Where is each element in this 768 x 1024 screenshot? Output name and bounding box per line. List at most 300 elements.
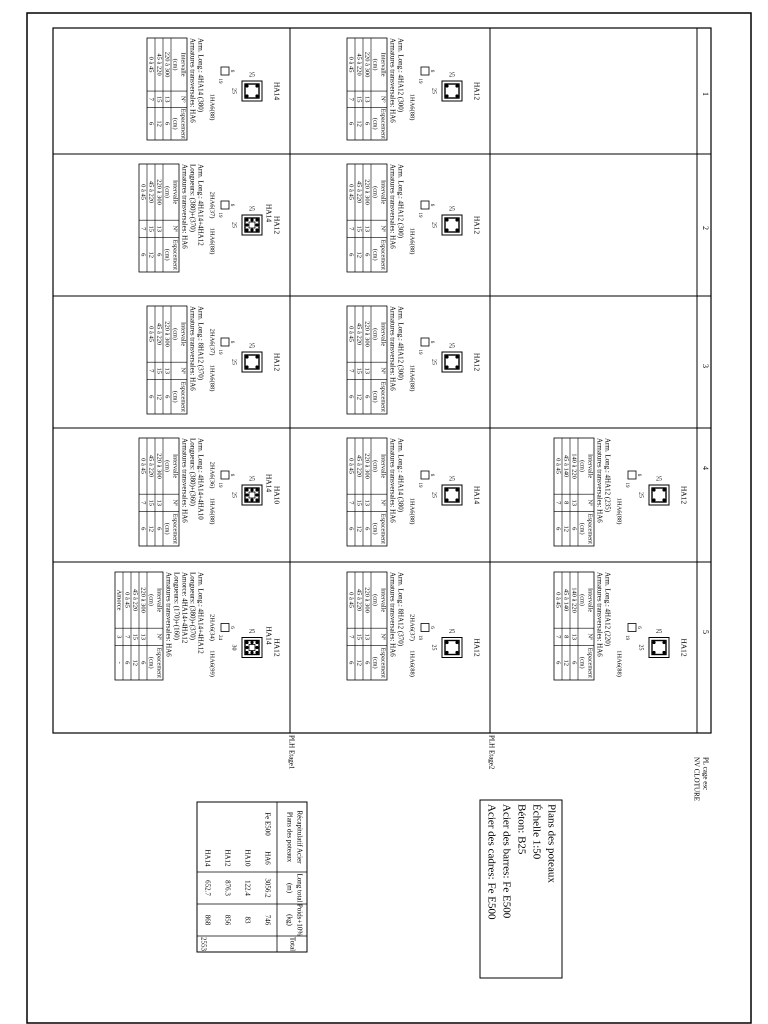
- dimension-label: 25: [656, 628, 662, 635]
- stirrup-dimension: 19: [416, 635, 422, 640]
- rebar: [255, 365, 258, 368]
- stirrup-dimension: 24: [216, 635, 222, 640]
- table-header: Intervalle: [379, 588, 387, 613]
- hook-dimension: 6: [428, 69, 434, 73]
- stirrup-symbol: [221, 67, 229, 75]
- table-header: Nº: [379, 225, 387, 233]
- bar-label: HA12: [679, 638, 689, 657]
- hook-dimension: 6: [228, 626, 234, 629]
- summary-header: Long total: [295, 873, 304, 903]
- column-number: 5: [701, 630, 711, 634]
- summary-weight: 83: [243, 916, 252, 924]
- column-cell: [347, 38, 481, 140]
- table-cell: 6: [570, 661, 578, 665]
- longitudinal-rebar-label: Arm. Long.: 4HA12 (300): [396, 306, 405, 381]
- dimension-label: 25: [430, 359, 437, 365]
- table-cell: 15: [355, 499, 363, 507]
- table-cell: 6: [347, 661, 355, 665]
- lengths-label: Longueurs: (380)+(370): [188, 164, 197, 232]
- rebar: [652, 498, 655, 501]
- hook-dimension: 6: [635, 473, 641, 477]
- rebar: [455, 228, 458, 231]
- spacing-table: [554, 572, 594, 680]
- table-header: Intervalle: [379, 52, 387, 77]
- transverse-label: 1HA6(88): [408, 650, 416, 677]
- stirrup-symbol: [421, 201, 429, 209]
- column-cell: [139, 164, 281, 272]
- table-cell: 12: [355, 659, 363, 666]
- table-header: Intervalle: [586, 454, 594, 479]
- column-cell: [147, 306, 281, 414]
- table-cell: 7: [554, 501, 562, 505]
- summary-length: 3056.2: [263, 878, 272, 898]
- table-cell: -: [115, 661, 123, 664]
- dimension-label: 25: [249, 628, 255, 635]
- transverse-label: 1HA6(88): [408, 364, 416, 392]
- table-cell: 45 à 220: [155, 53, 163, 76]
- table-header: Intervalle: [171, 180, 179, 205]
- table-cell: 7: [347, 369, 355, 373]
- summary-header: Récapitulatif Acier: [295, 810, 304, 864]
- spacing-table: [347, 38, 387, 140]
- table-header: Espacement: [379, 647, 387, 678]
- table-cell: 15: [155, 95, 163, 103]
- longitudinal-rebar-label: Arm. Long.: 4HA14+4HA12: [196, 164, 205, 246]
- hook-dimension: 6: [428, 473, 434, 477]
- table-header: Espacement: [379, 108, 387, 139]
- inner-stirrup: [249, 645, 255, 651]
- stirrup-symbol: [221, 624, 229, 632]
- table-cell: 7: [347, 97, 355, 101]
- table-cell: 7: [554, 635, 562, 639]
- longitudinal-rebar-label: Arm. Long.: 4HA12 (300): [396, 164, 405, 239]
- stirrup-dimension: 19: [416, 212, 422, 218]
- rebar: [255, 94, 258, 97]
- table-header: Nº: [379, 367, 387, 375]
- table-cell: 220 à 300: [163, 51, 171, 78]
- stirrup-dimension: 19: [216, 212, 222, 218]
- rebar: [255, 493, 258, 496]
- table-cell: 13: [155, 225, 163, 233]
- bar-label: HA12: [472, 352, 482, 372]
- rebar: [255, 498, 258, 501]
- rebar: [250, 218, 253, 221]
- transverse-rebar-label: Armatures transversales: HA6: [388, 164, 397, 249]
- summary-subheader: (m): [285, 882, 294, 894]
- stirrup-symbol: [421, 338, 429, 346]
- rebar: [250, 488, 253, 491]
- table-cell: 6: [347, 395, 355, 399]
- steel-summary-table: [197, 802, 307, 952]
- summary-length: 122.4: [243, 880, 252, 896]
- column-cells: [115, 38, 688, 680]
- table-cell: 12: [131, 659, 139, 666]
- hook-dimension: 6: [428, 203, 434, 207]
- dimension-label: 25: [449, 72, 455, 79]
- table-cell: 6: [155, 253, 163, 257]
- table-cell: 15: [147, 499, 155, 507]
- rebar: [245, 218, 248, 221]
- table-cell: 13: [163, 95, 171, 103]
- table-cell: 45 à 220: [355, 322, 363, 346]
- summary-total: 2553: [199, 937, 208, 951]
- table-cell: 13: [363, 367, 371, 375]
- column-cell: [347, 164, 481, 272]
- rebar: [445, 365, 448, 368]
- table-cell: 45 à 220: [355, 454, 363, 478]
- table-header: Intervalle: [379, 322, 387, 347]
- rebar: [245, 365, 248, 368]
- rebar: [250, 228, 253, 231]
- table-cell: 12: [155, 393, 163, 400]
- table-header: Espacement: [379, 513, 387, 544]
- hook-dimension: 6: [228, 203, 234, 207]
- transverse-rebar-label: Armatures transversales: HA6: [180, 438, 189, 523]
- summary-weight: 856: [223, 914, 232, 926]
- table-header: Nº: [586, 633, 594, 641]
- table-cell: 6: [139, 661, 147, 665]
- table-cell: 6: [155, 527, 163, 531]
- transverse-rebar-label: Armatures transversales: HA6: [188, 306, 197, 391]
- table-cell: 0 à 45: [139, 184, 147, 201]
- rebar: [255, 355, 258, 358]
- rebar: [445, 651, 448, 654]
- table-cell: 7: [139, 501, 147, 505]
- dimension-label: 25: [637, 644, 644, 651]
- column-cell: [554, 438, 688, 546]
- table-cell: 45 à 220: [355, 588, 363, 612]
- rebar: [455, 94, 458, 97]
- table-cell: 6: [163, 395, 171, 399]
- spacing-table: [147, 38, 187, 140]
- table-cell: 8: [562, 635, 570, 639]
- table-cell: 45 à 140: [562, 454, 570, 478]
- stirrup-symbol: [628, 624, 636, 632]
- table-cell: 15: [355, 95, 363, 103]
- transverse-rebar-label: Armatures transversales: HA6: [388, 38, 397, 123]
- rebar: [455, 84, 458, 87]
- transverse-label: 1HA6(88): [408, 93, 416, 121]
- table-unit: (cm): [371, 117, 379, 130]
- table-cell: 15: [147, 225, 155, 233]
- spacing-table: [554, 438, 594, 546]
- table-cell: 12: [562, 659, 570, 666]
- dimension-label: 25: [430, 88, 437, 94]
- dimension-label: 25: [430, 222, 437, 228]
- table-cell: 0 à 45: [347, 56, 355, 73]
- dimension-label: 25: [230, 88, 237, 94]
- table-cell: 7: [347, 635, 355, 639]
- table-header: Intervalle: [179, 52, 187, 77]
- transverse-rebar-label: Armatures transversales: HA6: [188, 38, 197, 123]
- inner-stirrup: [249, 222, 255, 228]
- transverse-rebar-label: Armatures transversales: HA6: [164, 572, 173, 657]
- dimension-label: 25: [249, 476, 255, 483]
- table-cell: 0 à 45: [347, 326, 355, 343]
- rebar: [255, 218, 258, 221]
- table-cell: 13: [139, 633, 147, 641]
- table-cell: 45 à 220: [355, 53, 363, 76]
- stirrup-dimension: 19: [216, 78, 222, 84]
- spacing-table: [115, 572, 163, 680]
- table-cell: 220 à 300: [363, 587, 371, 613]
- transverse-rebar-label: Armatures transversales: HA6: [388, 438, 397, 523]
- rebar: [255, 228, 258, 231]
- table-unit: (cm): [371, 594, 379, 607]
- table-cell: 0 à 45: [123, 592, 131, 609]
- column-cell: [147, 38, 281, 140]
- dimension-label: 30: [230, 644, 237, 651]
- table-unit: (cm): [371, 186, 379, 199]
- table-cell: 3: [115, 635, 123, 639]
- table-unit: (cm): [371, 656, 379, 669]
- dimension-label: 25: [449, 206, 455, 213]
- summary-subheader: Plans des poteaux: [285, 811, 294, 863]
- table-header: Intervalle: [171, 454, 179, 479]
- spacing-table: [147, 306, 187, 414]
- lengths-label: Longueurs: (380)+(360): [188, 438, 197, 506]
- rebar: [255, 641, 258, 644]
- table-cell: 140 à 220: [570, 587, 578, 613]
- table-cell: 0 à 45: [347, 592, 355, 609]
- bar-label: HA12: [472, 215, 482, 235]
- table-cell: 6: [347, 527, 355, 531]
- hook-dimension: 6: [228, 340, 234, 344]
- rebar: [445, 498, 448, 501]
- table-cell: 13: [363, 633, 371, 641]
- longitudinal-rebar-label: Arm. Long.: 8HA12 (370): [396, 572, 405, 647]
- rebar: [245, 94, 248, 97]
- rebar: [255, 651, 258, 654]
- longitudinal-rebar-label: Arm. Long.: 4HA12 (300): [396, 38, 405, 113]
- transverse-label: 2HA6(36): [208, 461, 216, 489]
- bar-label: HA14: [264, 203, 274, 223]
- rebar: [445, 355, 448, 358]
- column-number: 3: [701, 364, 711, 368]
- rebar: [255, 488, 258, 491]
- table-unit: (cm): [578, 594, 586, 607]
- rebar: [445, 488, 448, 491]
- table-cell: 13: [363, 499, 371, 507]
- table-cell: 6: [570, 527, 578, 531]
- table-cell: 12: [355, 251, 363, 258]
- table-unit: (cm): [163, 248, 171, 261]
- starter-bars-label: Amorce: 4HA14+4HA12: [180, 572, 189, 644]
- title-block: [480, 800, 562, 978]
- table-header: Intervalle: [155, 588, 163, 613]
- column-cell: [115, 572, 281, 680]
- table-cell: 6: [139, 253, 147, 257]
- stirrup-symbol: [421, 471, 429, 479]
- table-cell: 220 à 300: [163, 321, 171, 347]
- dimension-label: 25: [656, 476, 662, 483]
- table-header: Espacement: [379, 381, 387, 412]
- rebar: [445, 84, 448, 87]
- longitudinal-rebar-label: Arm. Long.: 4HA14+4HA12: [196, 572, 205, 654]
- longitudinal-rebar-label: Arm. Long.: 4HA12 (220): [603, 572, 612, 647]
- column-cell: [139, 438, 281, 546]
- rebar: [250, 498, 253, 501]
- table-cell: 6: [363, 661, 371, 665]
- column-cell: [554, 572, 688, 680]
- table-header: Espacement: [379, 239, 387, 270]
- table-cell: 8: [562, 501, 570, 505]
- table-cell: 0 à 45: [554, 458, 562, 475]
- rebar: [255, 223, 258, 226]
- rebar: [445, 641, 448, 644]
- stirrup-dimension: 19: [216, 349, 222, 355]
- table-cell: 7: [147, 369, 155, 373]
- rebar: [455, 641, 458, 644]
- transverse-rebar-label: Armatures transversales: HA6: [388, 306, 397, 391]
- table-cell: 0 à 45: [554, 592, 562, 609]
- bar-label: HA12: [272, 352, 282, 372]
- table-cell: 13: [570, 633, 578, 641]
- dimension-label: 25: [230, 222, 237, 228]
- transverse-label: 1HA6(88): [408, 227, 416, 255]
- row-label: PL cage esc: [701, 757, 710, 791]
- column-number: 4: [701, 466, 711, 470]
- dimension-label: 25: [230, 492, 237, 498]
- dimension-label: 25: [449, 628, 455, 635]
- transverse-label: 1HA6(88): [615, 497, 623, 525]
- stirrup-dimension: 19: [623, 482, 629, 488]
- table-header: Nº: [171, 499, 179, 507]
- table-header: Nº: [379, 633, 387, 641]
- table-cell: 6: [147, 395, 155, 399]
- table-cell: 6: [123, 661, 131, 665]
- transverse-label: 1HA6(88): [208, 497, 216, 525]
- rebar: [245, 646, 248, 649]
- rebar: [445, 94, 448, 97]
- column-number: 1: [701, 92, 711, 96]
- table-header: Espacement: [179, 381, 187, 412]
- rebar: [662, 498, 665, 501]
- transverse-label: 1HA6(88): [208, 364, 216, 392]
- bar-label: HA14: [272, 81, 282, 101]
- bar-label: HA12: [272, 215, 282, 235]
- table-cell: 6: [147, 122, 155, 126]
- title-line: Échelle 1:50: [530, 804, 543, 860]
- longitudinal-rebar-label: Arm. Long.: 4HA12 (235): [603, 438, 612, 513]
- longitudinal-rebar-label: Arm. Long.: 4HA14+4HA10: [196, 438, 205, 520]
- table-cell: 45 à 220: [147, 454, 155, 478]
- summary-bar: HA12: [223, 849, 232, 867]
- table-cell: 13: [363, 225, 371, 233]
- dimension-label: 25: [249, 72, 255, 79]
- stirrup-symbol: [221, 471, 229, 479]
- table-cell: 7: [123, 635, 131, 639]
- table-cell: 0 à 45: [347, 184, 355, 201]
- table-header: Nº: [179, 367, 187, 375]
- table-unit: (cm): [371, 522, 379, 535]
- table-cell: 45 à 220: [155, 322, 163, 346]
- table-cell: 45 à 220: [355, 180, 363, 204]
- bar-label: HA14: [264, 473, 274, 493]
- table-header: Intervalle: [379, 180, 387, 205]
- table-cell: 12: [355, 393, 363, 400]
- table-unit: (cm): [578, 460, 586, 473]
- rebar: [245, 223, 248, 226]
- transverse-rebar-label: Armatures transversales: HA6: [180, 164, 189, 249]
- transverse-rebar-label: Armatures transversales: HA6: [388, 572, 397, 657]
- table-cell: 6: [363, 527, 371, 531]
- table-unit: (cm): [371, 58, 379, 71]
- table-cell: 6: [554, 527, 562, 531]
- table-header: Espacement: [586, 647, 594, 678]
- table-cell: 6: [347, 122, 355, 126]
- transverse-rebar-label: Armatures transversales: HA6: [595, 438, 604, 523]
- table-cell: 6: [363, 253, 371, 257]
- transverse-label: 2HA6(34): [208, 614, 216, 641]
- table-cell: 7: [139, 227, 147, 231]
- column-cell: [347, 572, 481, 680]
- spacing-table: [347, 306, 387, 414]
- rebar: [245, 228, 248, 231]
- dimension-label: 25: [230, 359, 237, 365]
- table-cell: 45 à 140: [562, 588, 570, 612]
- table-header: Espacement: [586, 513, 594, 544]
- dimension-label: 25: [637, 492, 644, 498]
- rebar: [245, 641, 248, 644]
- title-line: Acier des cadres: Fe E500: [485, 804, 498, 920]
- table-cell: 12: [155, 120, 163, 127]
- table-unit: (cm): [171, 390, 179, 403]
- rebar: [255, 646, 258, 649]
- dimension-label: 25: [249, 343, 255, 350]
- table-cell: 220 à 300: [363, 321, 371, 347]
- table-cell: 12: [147, 251, 155, 258]
- hook-dimension: 6: [428, 626, 434, 629]
- bar-label: HA12: [272, 638, 282, 657]
- rebar: [255, 84, 258, 87]
- lengths-label: Longueurs: (380)+(370): [188, 572, 197, 640]
- table-unit: (cm): [163, 522, 171, 535]
- stirrup-dimension: 19: [216, 482, 222, 488]
- table-cell: 0 à 45: [139, 458, 147, 475]
- table-unit: (cm): [163, 460, 171, 473]
- table-cell: 220 à 300: [363, 51, 371, 78]
- table-unit: (cm): [171, 117, 179, 130]
- row-label: PLH Etage2: [487, 735, 496, 770]
- spacing-table: [139, 438, 179, 546]
- table-header: Nº: [171, 225, 179, 233]
- table-cell: 15: [155, 367, 163, 375]
- transverse-label: 2HA6(37): [408, 614, 416, 641]
- transverse-label: 1HA6(88): [208, 227, 216, 255]
- rebar: [445, 228, 448, 231]
- rebar: [652, 641, 655, 644]
- table-cell: 12: [147, 525, 155, 532]
- table-header: Nº: [155, 633, 163, 641]
- table-unit: (cm): [171, 58, 179, 71]
- dimension-label: 25: [449, 476, 455, 483]
- hook-dimension: 6: [635, 626, 641, 629]
- table-cell: 0 à 45: [147, 56, 155, 73]
- stirrup-dimension: 19: [416, 482, 422, 488]
- rebar: [455, 498, 458, 501]
- longitudinal-rebar-label: Arm. Long.: 4HA14 (380): [196, 38, 205, 113]
- table-header: Nº: [379, 499, 387, 507]
- summary-weight: 746: [263, 914, 272, 926]
- inner-stirrup: [249, 492, 255, 498]
- rebar: [455, 355, 458, 358]
- table-cell: 6: [554, 661, 562, 665]
- rebar: [662, 651, 665, 654]
- table-unit: (cm): [371, 460, 379, 473]
- table-header: Espacement: [179, 108, 187, 139]
- stirrup-symbol: [628, 471, 636, 479]
